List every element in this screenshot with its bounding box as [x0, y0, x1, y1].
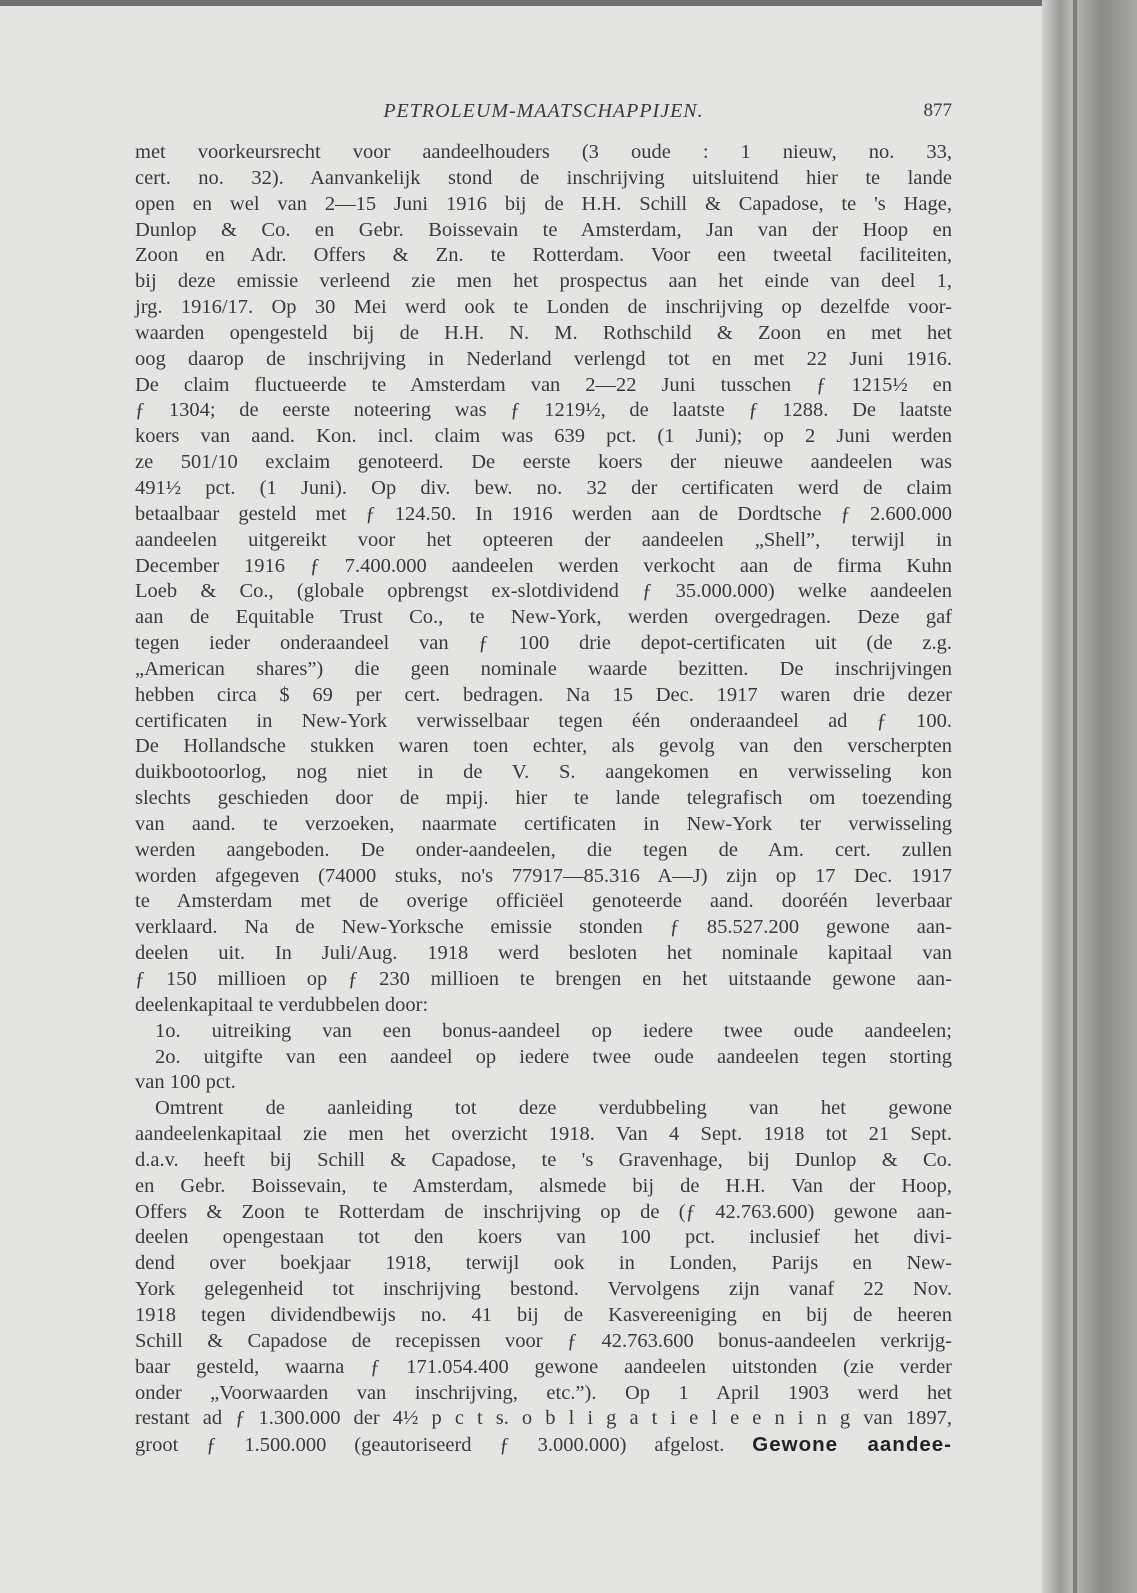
book-page-edge: [1042, 0, 1137, 1593]
text-line: koers van aand. Kon. incl. claim was 639 pct. (1 Juni); op 2 Juni werden: [135, 425, 952, 448]
text-line: De claim fluctueerde te Amsterdam van 2—22 Juni tusschen ƒ 1215½ en: [135, 373, 952, 396]
text-line: cert. no. 32). Aanvankelijk stond de inschrijving uitsluitend hier te lande: [135, 166, 952, 189]
text-line: aandeelen uitgereikt voor het opteeren der aandeelen „Shell”, terwijl in: [135, 528, 952, 551]
text-line: ƒ 150 millioen op ƒ 230 millioen te brengen en het uitstaande gewone aan-: [135, 968, 952, 990]
text-line: ƒ 1304; de eerste noteering was ƒ 1219½, de laatste ƒ 1288. De laatste: [135, 399, 952, 422]
text-line: van aand. te verzoeken, naarmate certificaten in New-York ter verwisseling: [135, 812, 952, 835]
text-line: bij deze emissie verleend zie men het prospectus aan het einde van deel 1,: [135, 270, 952, 293]
text-line: ze 501/10 exclaim genoteerd. De eerste koers der nieuwe aandeelen was: [135, 451, 952, 474]
text-line: Offers & Zoon te Rotterdam de inschrijving op de (ƒ 42.763.600) gewone aan-: [135, 1200, 952, 1223]
text-line: 2o. uitgifte van een aandeel op iedere twee oude aandeelen tegen storting: [155, 1045, 952, 1068]
scan-top-edge: [0, 0, 1137, 6]
text-line: dend over boekjaar 1918, terwijl ook in Londen, Parijs en New-: [135, 1252, 952, 1275]
text-line: deelenkapitaal te verdubbelen door:: [135, 993, 429, 1016]
text-line: worden afgegeven (74000 stuks, no's 77917—85.316 A—J) zijn op 17 Dec. 1917: [135, 864, 952, 887]
text-line: oog daarop de inschrijving in Nederland verlengd tot en met 22 Juni 1916.: [135, 347, 952, 370]
page-number: 877: [923, 100, 952, 121]
text-line: York gelegenheid tot inschrijving bestond. Vervolgens zijn vanaf 22 Nov.: [135, 1278, 952, 1301]
text-line: 1918 tegen dividendbewijs no. 41 bij de Kasvereeniging en bij de heeren: [135, 1303, 952, 1326]
text-line-last: [135, 1432, 952, 1458]
text-line: werden aangeboden. De onder-aandeelen, die tegen de Am. cert. zullen: [135, 838, 952, 861]
body-text: [135, 140, 952, 1458]
text-line: Schill & Capadose de recepissen voor ƒ 42.763.600 bonus-aandeelen verkrijg-: [135, 1329, 952, 1352]
text-line: 491½ pct. (1 Juni). Op div. bew. no. 32 der certificaten werd de claim: [135, 476, 952, 499]
text-line: slechts geschieden door de mpij. hier te lande telegrafisch om toezending: [135, 787, 952, 810]
book-page-edge-line: [1073, 0, 1077, 1593]
text-line: 1o. uitreiking van een bonus-aandeel op iedere twee oude aandeelen;: [155, 1019, 952, 1042]
text-line: open en wel van 2—15 Juni 1916 bij de H.H. Schill & Capadose, te 's Hage,: [135, 192, 952, 215]
running-title: PETROLEUM-MAATSCHAPPIJEN.: [383, 100, 704, 122]
text-line: jrg. 1916/17. Op 30 Mei werd ook te Londen de inschrijving op dezelfde voor-: [135, 296, 952, 319]
text-line: aandeelenkapitaal zie men het overzicht 1918. Van 4 Sept. 1918 tot 21 Sept.: [135, 1123, 952, 1146]
text-line: December 1916 ƒ 7.400.000 aandeelen werden verkocht aan de firma Kuhn: [135, 554, 952, 577]
text-line: van 100 pct.: [135, 1071, 236, 1094]
text-line: verklaard. Na de New-Yorksche emissie stonden ƒ 85.527.200 gewone aan-: [135, 916, 952, 939]
text-line: waarden opengesteld bij de H.H. N. M. Rothschild & Zoon en met het: [135, 321, 952, 344]
text-line: tegen ieder onderaandeel van ƒ 100 drie depot-certificaten uit (de z.g.: [135, 632, 952, 655]
text-line: restant ad ƒ 1.300.000 der 4½ p c t s. o b l i g a t i e l e e n i n g van 1897,: [135, 1407, 952, 1430]
text-line: hebben circa $ 69 per cert. bedragen. Na 15 Dec. 1917 waren drie dezer: [135, 683, 952, 706]
text-line: deelen uit. In Juli/Aug. 1918 werd besloten het nominale kapitaal van: [135, 942, 952, 965]
text-line: De Hollandsche stukken waren toen echter, als gevolg van den verscherpten: [135, 735, 952, 758]
text-line: en Gebr. Boissevain, te Amsterdam, alsmede bij de H.H. Van der Hoop,: [135, 1174, 952, 1197]
text-line: Loeb & Co., (globale opbrengst ex-slotdividend ƒ 35.000.000) welke aandeelen: [135, 580, 952, 603]
text-line: met voorkeursrecht voor aandeelhouders (3 oude : 1 nieuw, no. 33,: [135, 141, 952, 163]
text-line: Omtrent de aanleiding tot deze verdubbeling van het gewone: [155, 1097, 952, 1120]
text-line: „American shares”) die geen nominale waarde bezitten. De inschrijvingen: [135, 657, 952, 680]
text-line: certificaten in New-York verwisselbaar tegen één onderaandeel ad ƒ 100.: [135, 709, 952, 732]
text-line: onder „Voorwaarden van inschrijving, etc.”). Op 1 April 1903 werd het: [135, 1381, 952, 1404]
text-line: te Amsterdam met de overige officiëel genoteerde aand. dooréén leverbaar: [135, 890, 952, 913]
text-line: Dunlop & Co. en Gebr. Boissevain te Amsterdam, Jan van der Hoop en: [135, 218, 952, 241]
text-line: d.a.v. heeft bij Schill & Capadose, te 's Gravenhage, bij Dunlop & Co.: [135, 1148, 952, 1171]
text-line: aan de Equitable Trust Co., te New-York, werden overgedragen. Deze gaf: [135, 606, 952, 629]
text-line: baar gesteld, waarna ƒ 171.054.400 gewone aandeelen uitstonden (zie verder: [135, 1355, 952, 1378]
page-header: [135, 100, 952, 126]
text-line: betaalbaar gesteld met ƒ 124.50. In 1916 werden aan de Dordtsche ƒ 2.600.000: [135, 502, 952, 525]
text-line: deelen opengestaan tot den koers van 100 pct. inclusief het divi-: [135, 1226, 952, 1249]
last-line-text: groot ƒ 1.500.000 (geautoriseerd ƒ 3.000.000) afgelost.: [135, 1434, 725, 1457]
text-line: duikbootoorlog, nog niet in de V. S. aangekomen en verwisseling kon: [135, 761, 952, 784]
text-line: Zoon en Adr. Offers & Zn. te Rotterdam. Voor een tweetal faciliteiten,: [135, 244, 952, 267]
section-heading-gewone-aandeelen: Gewone aandee-: [752, 1433, 952, 1457]
